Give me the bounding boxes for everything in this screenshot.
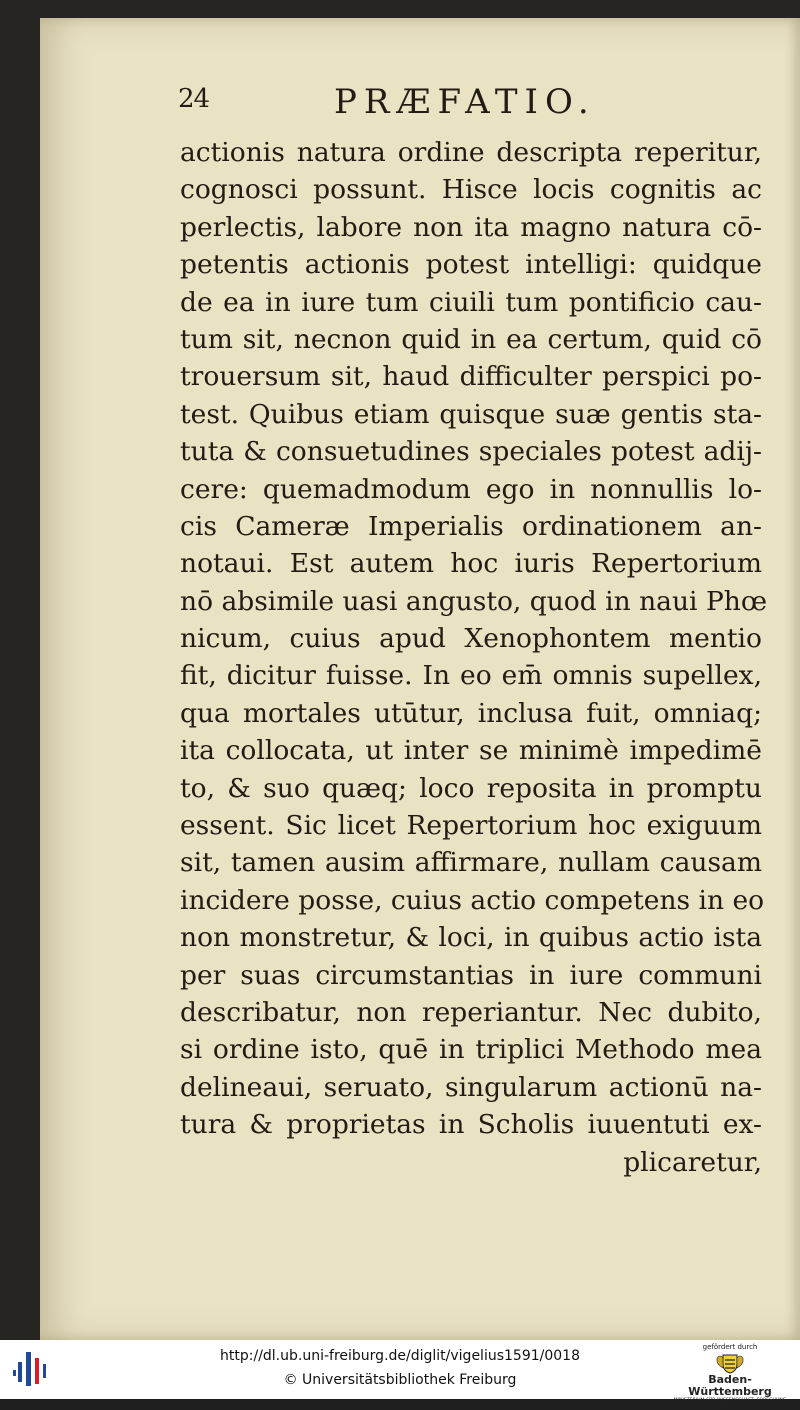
text-line: si ordine isto, quē in triplici Methodo mea xyxy=(180,1034,762,1066)
text-line: incidere posse, cuius actio competens in eo xyxy=(180,884,765,916)
text-line: notaui. Est autem hoc iuris Repertorium xyxy=(180,548,762,580)
copyright-notice: © Universitätsbibliothek Freiburg xyxy=(283,1372,517,1388)
permalink-url[interactable]: http://dl.ub.uni-freiburg.de/diglit/vigelius1591/0018 xyxy=(220,1348,580,1364)
text-line: to, & suo quæq; loco reposita in promptu xyxy=(180,772,762,804)
text-line: nicum, cuius apud Xenophontem mentio xyxy=(180,623,762,655)
running-head: PRÆFATIO. xyxy=(334,82,596,122)
text-line: test. Quibus etiam quisque suæ gentis sta- xyxy=(180,398,762,430)
text-line: nō absimile uasi angusto, quod in naui Phœ xyxy=(180,585,768,617)
text-line: describatur, non reperiantur. Nec dubito, xyxy=(180,996,762,1028)
page-number: 24 xyxy=(178,84,210,114)
text-line: qua mortales utūtur, inclusa fuit, omniaq; xyxy=(180,697,762,729)
text-line: cis Cameræ Imperialis ordinationem an- xyxy=(180,510,762,542)
sponsor-funded-label: gefördert durch xyxy=(702,1343,758,1351)
text-block xyxy=(180,134,768,1181)
text-line: plicaretur, xyxy=(623,1146,762,1178)
text-line: delineaui, seruato, singularum actionū na- xyxy=(180,1071,762,1103)
text-line: per suas circumstantias in iure communi xyxy=(180,959,762,991)
text-line: trouersum sit, haud difficulter perspici po- xyxy=(180,361,762,393)
text-line: sit, tamen ausim affirmare, nullam causam xyxy=(180,847,762,879)
text-line: cognosci possunt. Hisce locis cognitis ac xyxy=(180,174,762,206)
text-line: tuta & consuetudines speciales potest adij- xyxy=(180,436,762,468)
text-line: actionis natura ordine descripta reperitur, xyxy=(180,137,762,168)
text-line: essent. Sic licet Repertorium hoc exiguum xyxy=(180,810,762,842)
text-line: non monstretur, & loci, in quibus actio ista xyxy=(180,922,762,954)
text-line: fit, dicitur fuisse. In eo em̄ omnis supellex, xyxy=(180,660,762,692)
viewer-footer xyxy=(0,1340,800,1409)
sponsor-logo xyxy=(670,1343,790,1409)
text-line: cere: quemadmodum ego in nonnullis lo- xyxy=(180,473,762,505)
text-line: ita collocata, ut inter se minimè impedimē xyxy=(180,735,762,767)
text-line: perlectis, labore non ita magno natura cō- xyxy=(180,211,762,243)
text-line: tura & proprietas in Scholis iuuentuti ex- xyxy=(180,1109,762,1141)
text-line: tum sit, necnon quid in ea certum, quid cō xyxy=(180,323,762,355)
sponsor-state-name: Baden-Württemberg xyxy=(688,1373,772,1398)
text-line: petentis actionis potest intelligi: quidque xyxy=(180,249,762,281)
state-crest-icon xyxy=(715,1352,745,1374)
text-line: de ea in iure tum ciuili tum pontificio cau- xyxy=(180,286,762,318)
sponsor-ministry-name: MINISTERIUM FÜR WISSENSCHAFT, FORSCHUNG UND KUNST xyxy=(673,1398,787,1409)
page-header xyxy=(178,82,738,132)
